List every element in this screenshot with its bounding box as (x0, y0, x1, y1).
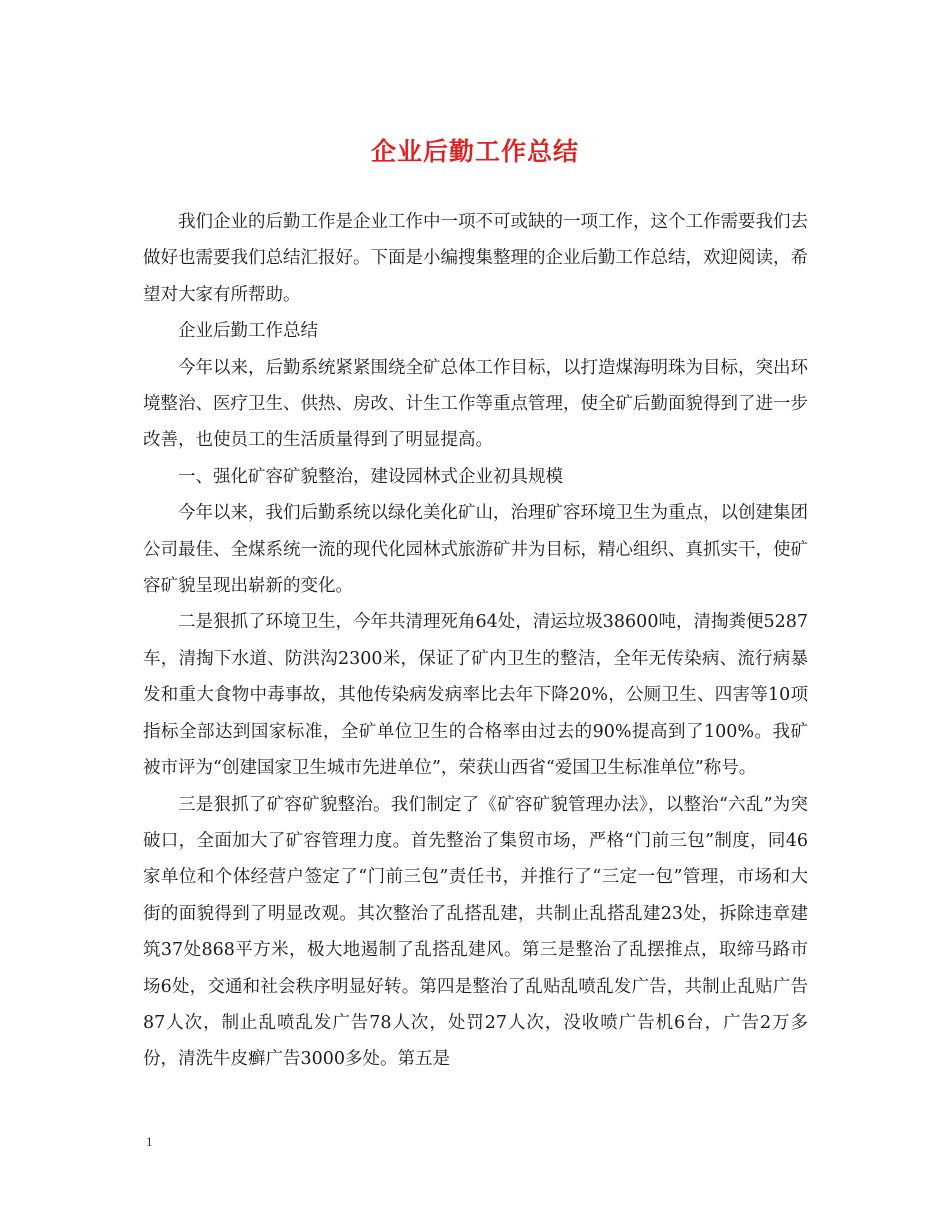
rectification-paragraph: 三是狠抓了矿容矿貌整治。我们制定了《矿容矿貌管理办法》，以整治“六乱”为突破口，全面加大了矿容管理力度。首先整治了集贸市场，严格“门前三包”制度，同46家单位和个体经营户签定了“门前三包”责任书，并推行了“三定一包”管理，市场和大街的面貌得到了明显改观。其次整治了乱搭乱建，共制止乱搭乱建23处，拆除违章建筑37处868平方米，极大地遏制了乱搭乱建风。第三是整治了乱摆推点，取缔马路市场6处，交通和社会秩序明显好转。第四是整治了乱贴乱喷乱发广告，共制止乱贴广告87人次，制止乱喷乱发广告78人次，处罚27人次，没收喷广告机6台，广告2万多份，清洗牛皮癣广告3000多处。第五是 (143, 794, 808, 1070)
section-heading: 企业后勤工作总结 (178, 321, 318, 342)
page-number: 1 (146, 1134, 153, 1149)
sanitation-paragraph: 二是狠抓了环境卫生，今年共清理死角64处，清运垃圾38600吨，清掏粪便5287车，清掏下水道、防洪沟2300米，保证了矿内卫生的整洁，全年无传染病、流行病暴发和重大食物中毒事故，其他传染病发病率比去年下降20%，公厕卫生、四害等10项指标全部达到国家标准，全矿单位卫生的合格率由过去的90%提高到了100%。我矿被市评为“创建国家卫生城市先进单位”，荣获山西省“爱国卫生标准单位”称号。 (143, 612, 808, 779)
greening-paragraph: 今年以来，我们后勤系统以绿化美化矿山，治理矿容环境卫生为重点，以创建集团公司最佳、全煤系统一流的现代化园林式旅游矿井为目标，精心组织、真抓实干，使矿容矿貌呈现出崭新的变化。 (143, 503, 808, 597)
document-title: 企业后勤工作总结 (370, 137, 579, 166)
intro-paragraph: 我们企业的后勤工作是企业工作中一项不可或缺的一项工作，这个工作需要我们去做好也需要我们总结汇报好。下面是小编搜集整理的企业后勤工作总结，欢迎阅读，希望对大家有所帮助。 (143, 212, 808, 305)
overview-paragraph: 今年以来，后勤系统紧紧围绕全矿总体工作目标，以打造煤海明珠为目标，突出环境整治、医疗卫生、供热、房改、计生工作等重点管理，使全矿后勤面貌得到了进一步改善，也使员工的生活质量得到了明显提高。 (143, 357, 808, 451)
subsection-heading: 一、强化矿容矿貌整治，建设园林式企业初具规模 (178, 466, 563, 487)
document-body (143, 204, 808, 1078)
